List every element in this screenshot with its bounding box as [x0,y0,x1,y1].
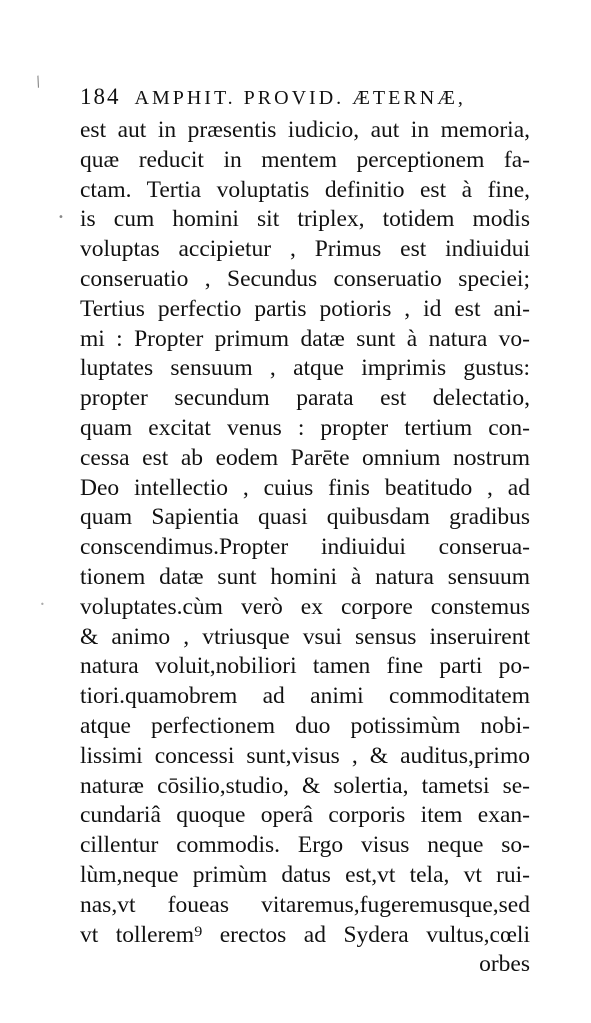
text-line: natura voluit,nobiliori tamen fine parti po- [80,653,530,680]
text-line: naturæ cōsilio,studio, & solertia, tametsi se- [80,772,530,799]
text-line: luptates sensuum , atque imprimis gustus: [80,355,530,382]
text-line: cundariâ quoque operâ corporis item exan- [80,802,530,829]
text-line: voluptates.cùm verò ex corpore constemus [80,593,530,620]
text-line: cillentur commodis. Ergo visus neque so- [80,832,530,859]
text-line: lissimi concessi sunt,visus , & auditus,primo [80,742,530,769]
text-line: est aut in præsentis iudicio, aut in memoria, [80,117,530,143]
text-line: is cum homini sit triplex, totidem modis [80,206,530,233]
text-line: Deo intellectio , cuius finis beatitudo , ad [80,474,530,501]
margin-dot: • [58,212,64,223]
text-line: quam Sapientia quasi quibusdam gradibus [80,504,530,531]
text-line: conscendimus.Propter indiuidui conserua- [80,534,530,561]
text-line: lùm,neque primùm datus est,vt tela, vt rui- [80,861,530,888]
margin-mark: / [33,73,44,91]
text-line: ctam. Tertia voluptatis definitio est à fine, [80,176,530,203]
text-line: quæ reducit in mentem perceptionem fa- [80,146,530,173]
text-line: vt tollerem⁹ erectos ad Sydera vultus,cœli [80,921,530,948]
text-line: mi : Propter primum datæ sunt à natura vo- [80,325,530,352]
page-number: 184 [80,84,121,109]
catchword: orbes [479,951,530,978]
body-text [80,116,530,980]
text-line: tiori.quamobrem ad animi commoditatem [80,683,530,710]
text-line: & animo , vtriusque vsui sensus inseruirent [80,623,530,650]
running-title: AMPHIT. PROVID. ÆTERNÆ, [134,87,466,109]
text-line: nas,vt foueas vitaremus,fugeremusque,sed [80,891,530,918]
text-line: cessa est ab eodem Parēte omnium nostrum [80,444,530,471]
text-line: quam excitat venus : propter tertium con- [80,414,530,441]
margin-dot: • [40,600,45,609]
text-line: voluptas accipietur , Primus est indiuidui [80,236,530,263]
text-line: tionem datæ sunt homini à natura sensuum [80,563,530,590]
text-line: Tertius perfectio partis potioris , id est ani- [80,295,530,322]
text-line: propter secundum parata est delectatio, [80,385,530,412]
text-line: atque perfectionem duo potissimùm nobi- [80,712,530,739]
text-line: conseruatio , Secundus conseruatio speciei; [80,265,530,292]
running-header [80,82,530,113]
